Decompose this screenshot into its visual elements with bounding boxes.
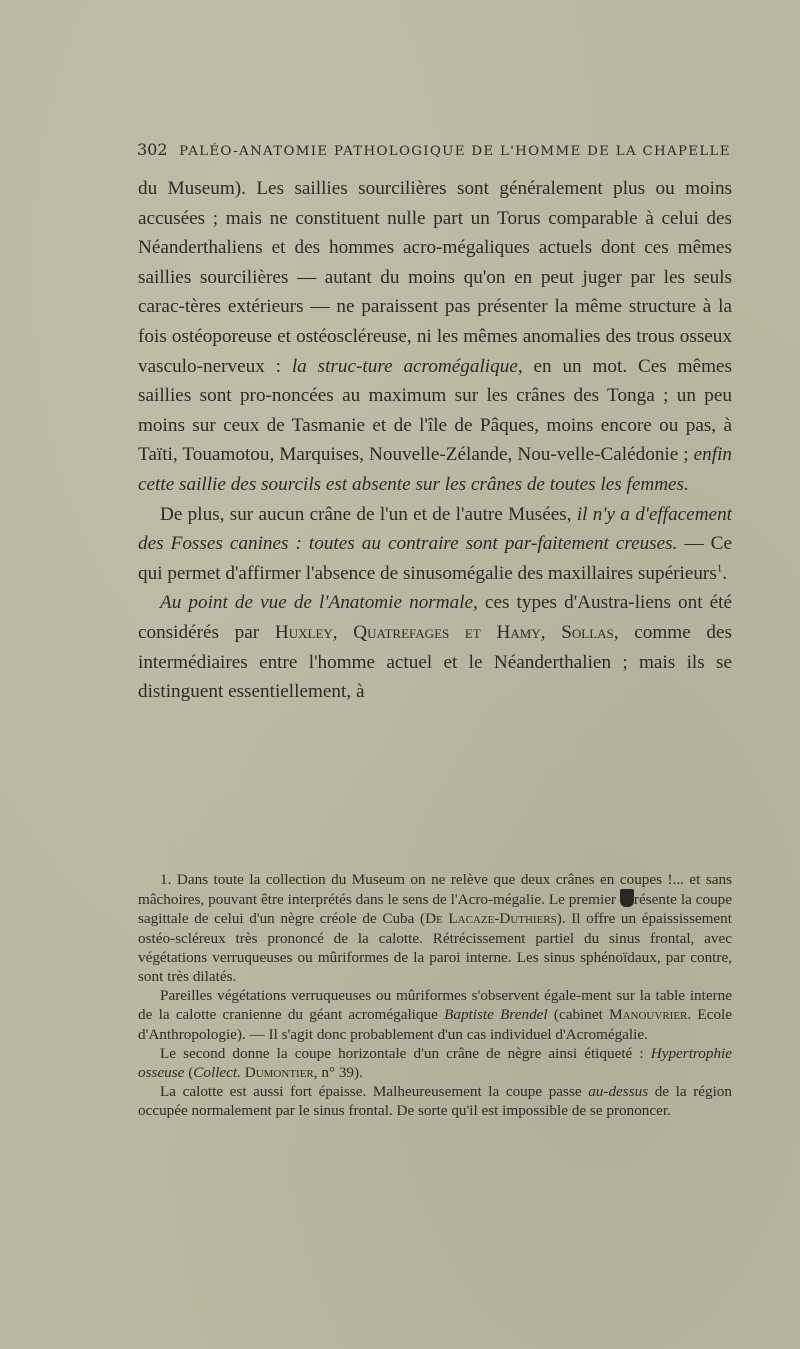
page-number: 302 [137, 140, 168, 159]
fn2-text-a: Pareilles végétations verruqueuses ou mûriformes s'observent égale-ment sur la table interne de la calotte cranienne du géant acromégalique [138, 987, 732, 1024]
running-title: PALÉO-ANATOMIE PATHOLOGIQUE DE L'HOMME DE LA CHAPELLE [179, 144, 731, 159]
p3-italic-a: Au point de vue de l'Anatomie normale, [160, 592, 478, 614]
p2-text-c: — Ce qui permet d'affirmer l'absence de sinusomégalie des maxillaires supérieurs [138, 533, 732, 584]
author-huxley: Huxley [274, 621, 333, 643]
footnote-3 [138, 1044, 732, 1082]
p3-text-b: ces types d'Austra-liens ont été considérés par [138, 592, 732, 643]
footnote-ref: 1 [716, 562, 723, 575]
p1-text-a: du Museum). Les saillies sourcilières sont généralement plus ou moins accusées ; mais ne constituent nulle part un Torus comparable à celui des Néanderthaliens et des hommes acro-mégaliques actuels dont ces mêmes saillies sourcilières — autant du moins qu'on en peut juger par les seuls carac-tères extérieurs — ne paraissent pas présenter la même structure à la fois ostéoporeuse et ostéoscléreuse, ni les mêmes anomalies des trous osseux vasculo-nerveux : [138, 178, 732, 377]
ink-blot [620, 889, 634, 907]
fn4-text-c: de la région occupée normalement par le sinus frontal. De sorte qu'il est impossible de se prononcer. [138, 1083, 732, 1120]
fn3-text-a: Le second donne la coupe horizontale d'un crâne de nègre ainsi étiqueté : [160, 1044, 651, 1062]
p3-text-c: , [332, 621, 354, 643]
p1-italic-b: la struc-ture acromégalique, [291, 355, 523, 377]
paragraph-1 [138, 174, 732, 500]
author-de-lacaze-duthiers: De Lacaze-Duthiers [425, 910, 557, 928]
p1-italic-d: enfin cette saillie des sourcils est absente sur les crânes de toutes les femmes. [138, 444, 732, 495]
fn2-text-d: . Ecole d'Anthropologie). — Il s'agit donc probablement d'un cas individuel d'Acromégalie. [138, 1006, 733, 1043]
p2-italic-b: il n'y a d'effacement des Fosses canines : toutes au contraire sont par-faitement creuses. [138, 503, 732, 555]
p1-text-c: en un mot. Ces mêmes saillies sont pro-noncées au maximum sur les crânes des Tonga ; un peu moins sur ceux de Tasmanie et de l'île de Pâques, moins encore ou pas, à Taïti, Touamotou, Marquises, Nouvelle-Zélande, Nou-velle-Calédonie ; [138, 355, 732, 466]
author-dumontier: Dumontier [244, 1064, 314, 1082]
author-sollas: Sollas [561, 621, 614, 643]
footnote-4 [138, 1082, 732, 1120]
fn1-text-b: résente la coupe sagittale de celui d'un nègre créole de Cuba ( [138, 891, 732, 928]
fn4-text-a: La calotte est aussi fort épaisse. Malheureusement la coupe passe [160, 1083, 589, 1101]
footnote-2 [138, 986, 732, 1044]
fn1-text-a: 1. Dans toute la collection du Museum on ne relève que deux crânes en coupes !... et sans mâchoires, pouvant être interprétés dans le sens de l'Acro-mégalie. Le premier [138, 871, 732, 909]
paragraph-3 [138, 588, 732, 706]
footnotes [138, 870, 732, 1121]
footnote-1 [138, 870, 732, 986]
p2-text-a: De plus, sur aucun crâne de l'un et de l'autre Musées, [160, 503, 577, 525]
fn3-italic-b: Hypertrophie osseuse [138, 1044, 732, 1082]
fn1-text-c: ). Il offre un épaississement ostéo-scléreux très prononcé de la calotte. Rétrécissement partiel du sinus frontal, avec végétations verruqueuses ou mûriformes de la paroi interne. Les sinus sphénoïdaux, par contre, sont très dilatés. [138, 910, 732, 986]
p2-text-d: . [722, 562, 728, 584]
p3-text-d: , [540, 621, 562, 643]
main-text [138, 174, 732, 707]
fn2-text-c: (cabinet [547, 1006, 610, 1024]
p3-text-e: , comme des intermédiaires entre l'homme actuel et le Néanderthalien ; mais ils se distinguent essentiellement, à [138, 621, 733, 703]
fn3-italic-collect: Collect. [193, 1064, 241, 1082]
author-manouvrier: Manouvrier [609, 1006, 688, 1024]
author-quatrefages-hamy: Quatrefages et Hamy [353, 621, 541, 643]
running-head [137, 140, 737, 159]
fn3-text-e: , n° 39). [313, 1064, 363, 1082]
paragraph-2 [138, 500, 732, 589]
fn2-italic-b: Baptiste Brendel [444, 1006, 548, 1024]
fn3-text-c: ( [184, 1064, 194, 1082]
fn4-italic-b: au-dessus [588, 1083, 649, 1101]
